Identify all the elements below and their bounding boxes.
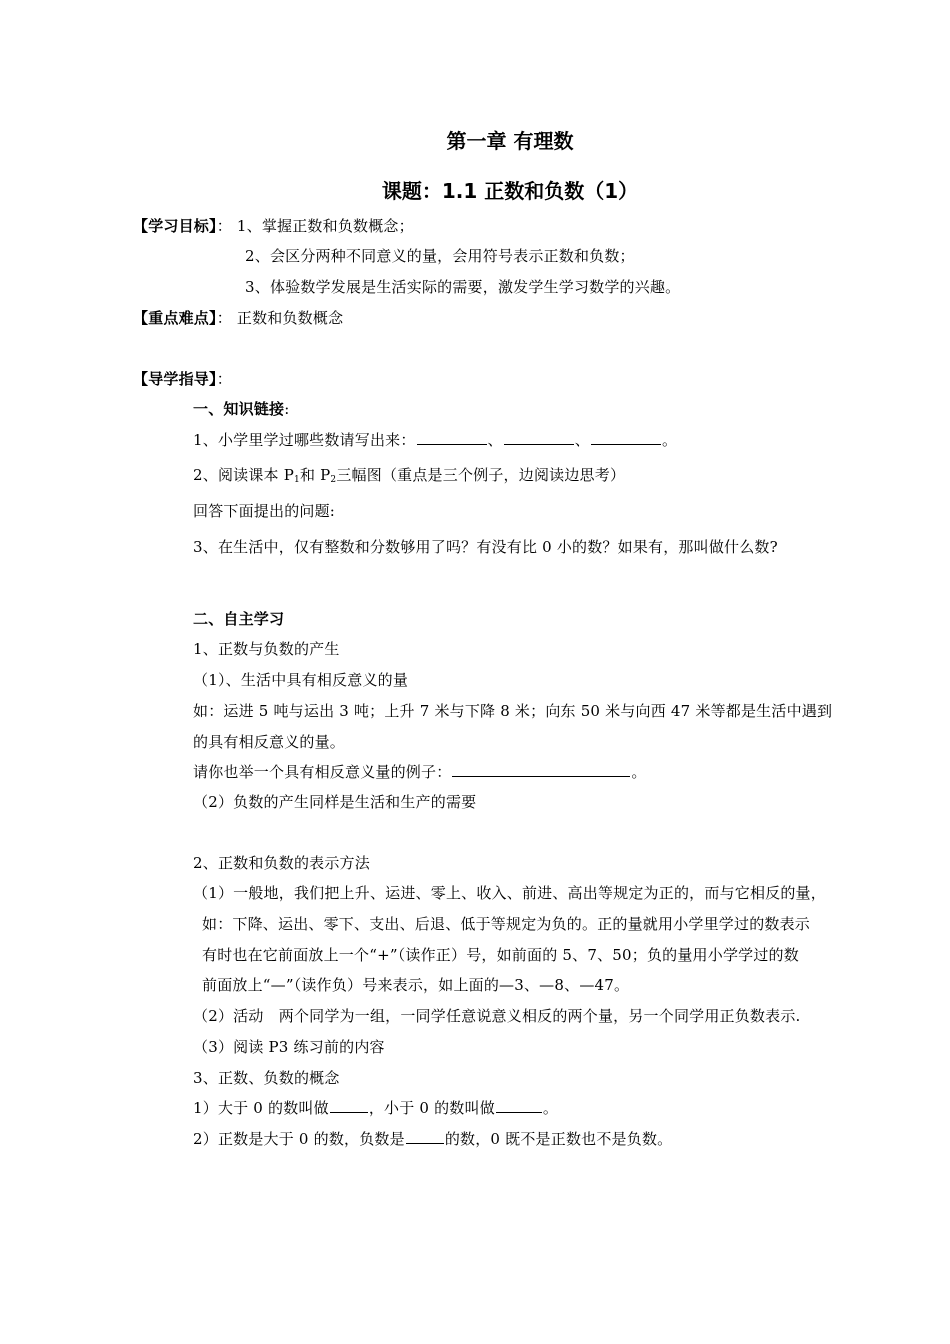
section2-p1-example-2: 的具有相反意义的量。 xyxy=(193,733,346,751)
p1-ask-end: 。 xyxy=(631,763,647,781)
q1-blank-3[interactable] xyxy=(591,430,661,445)
q2-part-b: 和 P xyxy=(299,466,331,484)
q1-blank-2[interactable] xyxy=(504,430,574,445)
q2-subscript-2: 2 xyxy=(330,475,337,485)
section2-p1-sub2: （2）负数的产生同样是生活和生产的需要 xyxy=(193,793,477,811)
section2-p2-title: 2、正数和负数的表示方法 xyxy=(193,854,370,872)
section1-heading-row xyxy=(193,399,289,419)
section1-colon: : xyxy=(284,400,290,418)
objective-item-3: 3、体验数学发展是生活实际的需要，激发学生学习数学的兴趣。 xyxy=(245,278,681,296)
p3-l1-part-a: 1）大于 0 的数叫做 xyxy=(193,1099,329,1117)
q1-blank-1[interactable] xyxy=(417,430,487,445)
section2-p3-title: 3、正数、负数的概念 xyxy=(193,1069,340,1087)
section2-p1-sub1: （1）、生活中具有相反意义的量 xyxy=(193,671,409,689)
q1-end: 。 xyxy=(661,431,678,449)
section2-p2-line-3: 有时也在它前面放上一个“+”（读作正）号，如前面的 5、7、50；负的量用小学学过的数 xyxy=(202,946,799,964)
objectives-label: 【学习目标】 xyxy=(133,217,217,235)
section2-p2-line-2: 如：下降、运出、零下、支出、后退、低于等规定为负的。正的量就用小学里学过的数表示 xyxy=(202,915,811,933)
q2-part-a: 2、阅读课本 P xyxy=(193,466,295,484)
q2-part-c: 三幅图（重点是三个例子，边阅读边思考） xyxy=(336,466,626,484)
p1-ask-blank[interactable] xyxy=(452,762,630,777)
section2-p2-line-6: （3）阅读 P3 练习前的内容 xyxy=(193,1038,385,1056)
section2-p1-example-1: 如：运进 5 吨与运出 3 吨；上升 7 米与下降 8 米；向东 50 米与向西 47 米等都是生活中遇到 xyxy=(193,702,833,720)
section2-p2-line-4: 前面放上“—”（读作负）号来表示，如上面的—3、—8、—47。 xyxy=(202,976,630,994)
p3-l2-part-b: 的数，0 既不是正数也不是负数。 xyxy=(444,1130,673,1148)
objective-item-1: 1、掌握正数和负数概念； xyxy=(236,217,414,235)
chapter-title: 第一章 有理数 xyxy=(446,129,574,153)
p3-l2-blank[interactable] xyxy=(406,1129,444,1144)
p3-positive-blank[interactable] xyxy=(330,1098,368,1113)
section2-p3-line-2 xyxy=(193,1129,672,1149)
guide-row xyxy=(133,369,232,389)
lesson-title: 课题：1.1 正数和负数（1） xyxy=(381,179,639,203)
section1-q2 xyxy=(193,465,625,485)
p3-negative-blank[interactable] xyxy=(496,1098,542,1113)
q2-subscript-1: 1 xyxy=(294,475,300,485)
guide-sep: ： xyxy=(216,370,232,388)
section1-q2-follow: 回答下面提出的问题: xyxy=(193,502,336,520)
section2-p2-line-1: （1）一般地，我们把上升、运进、零上、收入、前进、高出等规定为正的，而与它相反的量， xyxy=(193,884,826,902)
section1-q1 xyxy=(193,430,677,450)
key-points-sep: ： xyxy=(216,309,232,327)
p3-l2-part-a: 2）正数是大于 0 的数，负数是 xyxy=(193,1130,405,1148)
q1-prompt: 1、小学里学过哪些数请写出来： xyxy=(193,431,416,449)
section2-p2-line-5: （2）活动 两个同学为一组，一同学任意说意义相反的两个量，另一个同学用正负数表示. xyxy=(193,1007,801,1025)
objectives-row-1 xyxy=(133,216,414,236)
q1-sep-1: 、 xyxy=(487,431,503,449)
section2-heading: 二、自主学习 xyxy=(193,610,285,628)
q1-sep-2: 、 xyxy=(574,431,590,449)
guide-label: 【导学指导】 xyxy=(133,370,217,388)
section2-p1-ask xyxy=(193,762,647,782)
objective-item-2: 2、会区分两种不同意义的量，会用符号表示正数和负数； xyxy=(245,247,635,265)
key-points-label: 【重点难点】 xyxy=(133,309,217,327)
p3-l1-part-b: ，小于 0 的数叫做 xyxy=(368,1099,495,1117)
section1-heading: 一、知识链接 xyxy=(193,400,285,418)
section2-p3-line-1 xyxy=(193,1098,558,1118)
key-points-text: 正数和负数概念 xyxy=(236,309,344,327)
p3-l1-end: 。 xyxy=(542,1099,559,1117)
p1-ask-prompt: 请你也举一个具有相反意义量的例子： xyxy=(193,763,452,781)
section1-q3: 3、在生活中，仅有整数和分数够用了吗？有没有比 0 小的数？如果有，那叫做什么数? xyxy=(193,538,778,556)
key-points-row xyxy=(133,308,343,328)
objectives-sep: ： xyxy=(216,217,232,235)
section2-p1-title: 1、正数与负数的产生 xyxy=(193,640,340,658)
